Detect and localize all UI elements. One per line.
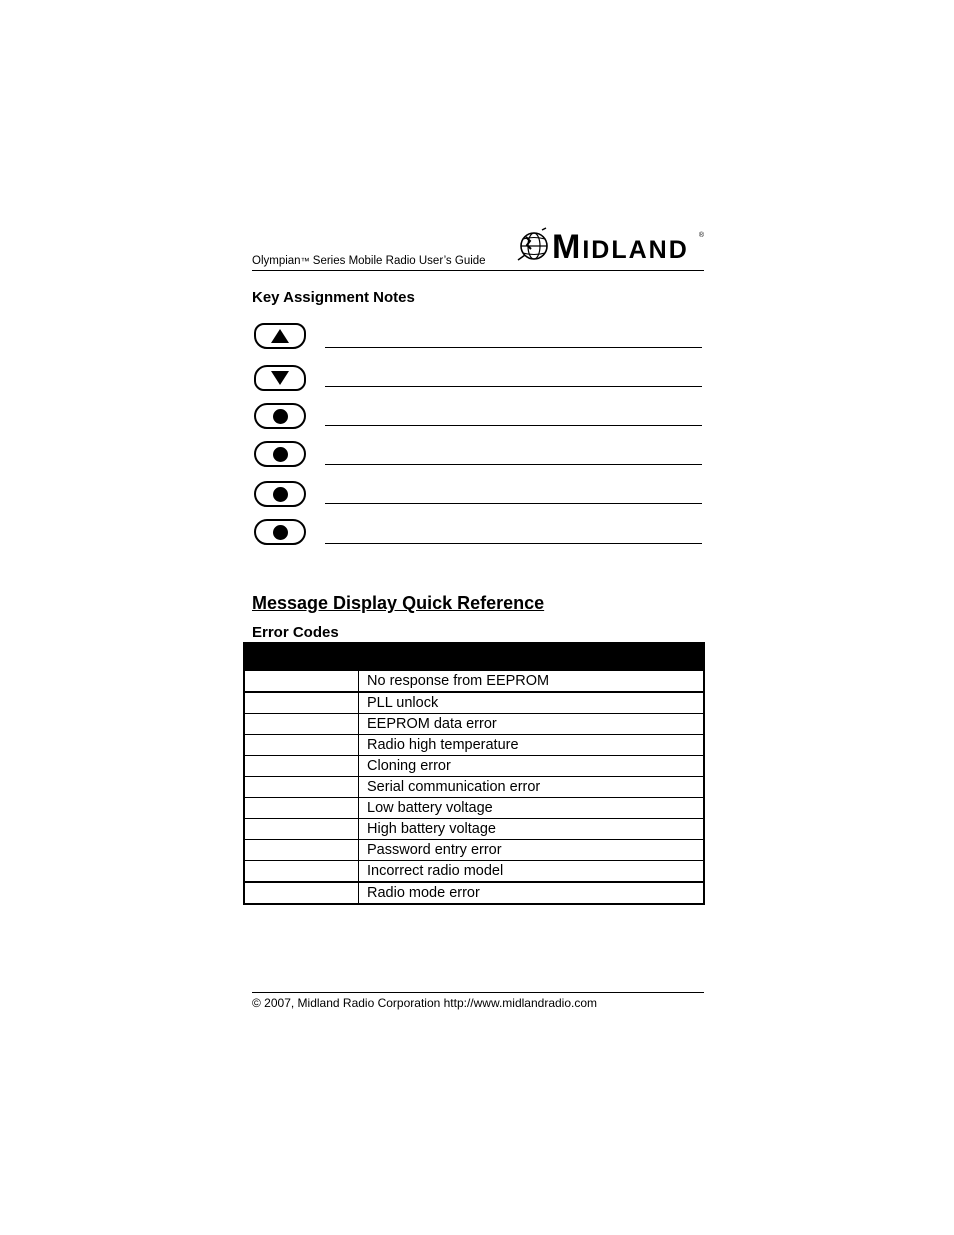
error-code (244, 692, 359, 714)
error-code (244, 777, 359, 798)
down-key (254, 365, 306, 391)
table-row (244, 670, 704, 692)
error-description: No response from EEPROM (359, 670, 705, 692)
key-row-programmable-3 (252, 481, 702, 521)
key-note-line[interactable] (325, 425, 702, 426)
trademark-symbol: ™ (300, 256, 310, 266)
up-key (254, 323, 306, 349)
error-description: High battery voltage (359, 819, 705, 840)
table-row (244, 756, 704, 777)
registered-mark: ® (698, 232, 704, 239)
programmable-key (254, 519, 306, 545)
copyright-text: © 2007, Midland Radio Corporation http://www.midlandradio.com (252, 996, 598, 1010)
triangle-down-icon (271, 371, 289, 385)
table-row (244, 840, 704, 861)
error-codes-table (243, 642, 705, 905)
key-note-line[interactable] (325, 386, 702, 387)
key-note-line[interactable] (325, 347, 702, 348)
error-description: Serial communication error (359, 777, 705, 798)
quick-reference-heading: Message Display Quick Reference (252, 593, 545, 613)
error-code (244, 670, 359, 692)
table-row (244, 735, 704, 756)
triangle-up-icon (271, 329, 289, 343)
logo-rest: IDLAND (582, 236, 689, 264)
error-codes-heading: Error Codes (252, 624, 339, 641)
dot-icon (273, 487, 288, 502)
title-suffix: Series Mobile Radio User’s Guide (309, 255, 486, 267)
programmable-key (254, 441, 306, 467)
key-row-programmable-1 (252, 403, 702, 443)
table-row (244, 861, 704, 883)
error-code (244, 735, 359, 756)
description-column-header (359, 643, 705, 670)
error-description: EEPROM data error (359, 714, 705, 735)
globe-icon (516, 227, 552, 263)
error-code (244, 840, 359, 861)
document-title (252, 255, 486, 267)
dot-icon (273, 409, 288, 424)
key-row-up (252, 323, 702, 363)
table-row (244, 777, 704, 798)
key-note-line[interactable] (325, 503, 702, 504)
error-description: Radio high temperature (359, 735, 705, 756)
title-prefix: Olympian (252, 255, 301, 267)
error-description: Password entry error (359, 840, 705, 861)
programmable-key (254, 481, 306, 507)
code-column-header (244, 643, 359, 670)
error-code (244, 798, 359, 819)
page-footer (252, 992, 704, 1010)
table-row (244, 798, 704, 819)
error-description: Low battery voltage (359, 798, 705, 819)
table-row (244, 692, 704, 714)
error-description: Cloning error (359, 756, 705, 777)
table-row (244, 714, 704, 735)
dot-icon (273, 525, 288, 540)
key-assignment-heading: Key Assignment Notes (252, 289, 415, 306)
table-header-row (244, 643, 704, 670)
error-description: Radio mode error (359, 882, 705, 904)
midland-logo (516, 224, 702, 266)
error-code (244, 756, 359, 777)
page-header (252, 222, 704, 271)
error-code (244, 882, 359, 904)
key-note-line[interactable] (325, 543, 702, 544)
key-note-line[interactable] (325, 464, 702, 465)
error-description: Incorrect radio model (359, 861, 705, 883)
key-row-programmable-4 (252, 519, 702, 559)
error-code (244, 819, 359, 840)
logo-initial: M (552, 228, 583, 266)
error-code (244, 861, 359, 883)
dot-icon (273, 447, 288, 462)
logo-wordmark (552, 228, 689, 267)
key-row-programmable-2 (252, 441, 702, 481)
key-row-down (252, 365, 702, 405)
error-description: PLL unlock (359, 692, 705, 714)
table-row (244, 882, 704, 904)
programmable-key (254, 403, 306, 429)
table-row (244, 819, 704, 840)
error-code (244, 714, 359, 735)
